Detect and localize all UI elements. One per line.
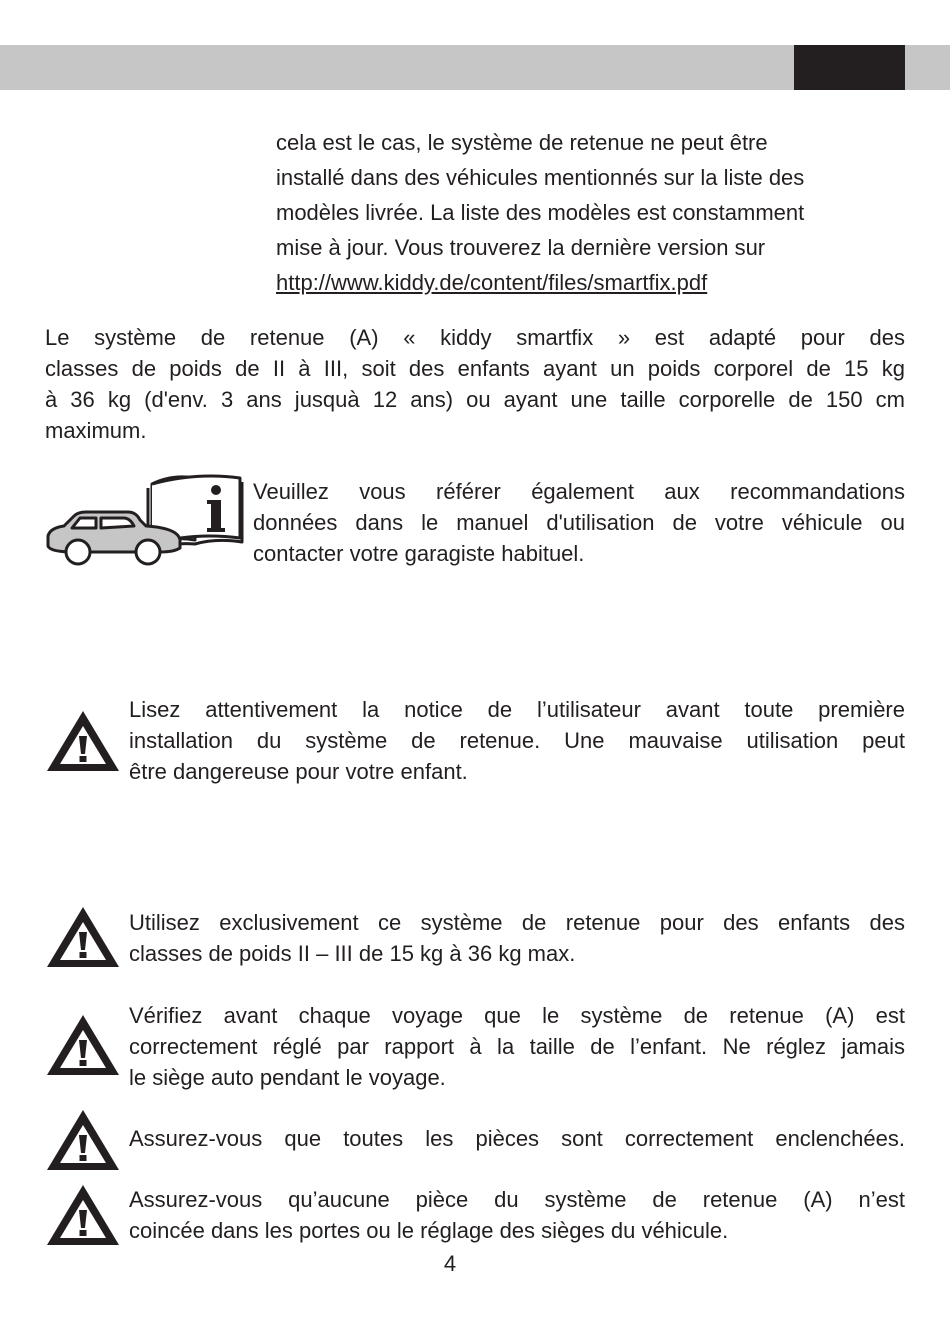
- warning-text: [129, 907, 905, 969]
- text-line: être dangereuse pour votre enfant.: [129, 759, 468, 784]
- warning-triangle-icon: [44, 1107, 122, 1173]
- text-line: modèles livrée. La liste des modèles est constamment: [276, 200, 805, 225]
- warning-text: [129, 1000, 905, 1093]
- warning-text: [129, 1123, 905, 1154]
- text-line: correctement réglé par rapport à la taille de l’enfant. Ne réglez jamais: [129, 1034, 905, 1059]
- warning-triangle-icon: [44, 904, 122, 970]
- warning-triangle-icon: [44, 1012, 122, 1078]
- text-line: classes de poids de II à III, soit des enfants ayant un poids corporel de 15 kg: [45, 356, 905, 381]
- model-list-paragraph: [276, 125, 906, 300]
- car-manual-info-icon: [44, 470, 244, 570]
- text-line: Utilisez exclusivement ce système de retenue pour des enfants des: [129, 910, 905, 935]
- text-line: mise à jour. Vous trouverez la dernière version sur: [276, 235, 766, 260]
- text-line: classes de poids II – III de 15 kg à 36 kg max.: [129, 941, 576, 966]
- suitability-paragraph: [45, 322, 905, 446]
- text-line: le siège auto pendant le voyage.: [129, 1065, 446, 1090]
- language-tab: [794, 45, 905, 90]
- text-line: cela est le cas, le système de retenue ne peut être: [276, 130, 768, 155]
- page-number: 4: [443, 1251, 457, 1276]
- warning-triangle-icon: [44, 1182, 122, 1248]
- text-line: Vérifiez avant chaque voyage que le système de retenue (A) est: [129, 1003, 905, 1028]
- warning-triangle-icon: [44, 708, 122, 774]
- text-line: Lisez attentivement la notice de l’utilisateur avant toute première: [129, 697, 905, 722]
- text-line: installation du système de retenue. Une mauvaise utilisation peut: [129, 728, 905, 753]
- text-line: coincée dans les portes ou le réglage des sièges du véhicule.: [129, 1218, 729, 1243]
- vehicle-note-paragraph: [253, 476, 905, 569]
- text-line: contacter votre garagiste habituel.: [253, 541, 585, 566]
- model-list-link[interactable]: http://www.kiddy.de/content/files/smartfix.pdf: [276, 270, 708, 295]
- text-line: données dans le manuel d'utilisation de votre véhicule ou: [253, 510, 905, 535]
- text-line: Assurez-vous que toutes les pièces sont correctement enclenchées.: [129, 1126, 905, 1151]
- text-line: Le système de retenue (A) « kiddy smartfix » est adapté pour des: [45, 325, 905, 350]
- text-line: à 36 kg (d'env. 3 ans jusquà 12 ans) ou ayant une taille corporelle de 150 cm: [45, 387, 905, 412]
- text-line: maximum.: [45, 418, 147, 443]
- warning-text: [129, 694, 905, 787]
- text-line: installé dans des véhicules mentionnés sur la liste des: [276, 165, 805, 190]
- warning-text: [129, 1184, 905, 1246]
- text-line: Veuillez vous référer également aux recommandations: [253, 479, 905, 504]
- text-line: Assurez-vous qu’aucune pièce du système de retenue (A) n’est: [129, 1187, 905, 1212]
